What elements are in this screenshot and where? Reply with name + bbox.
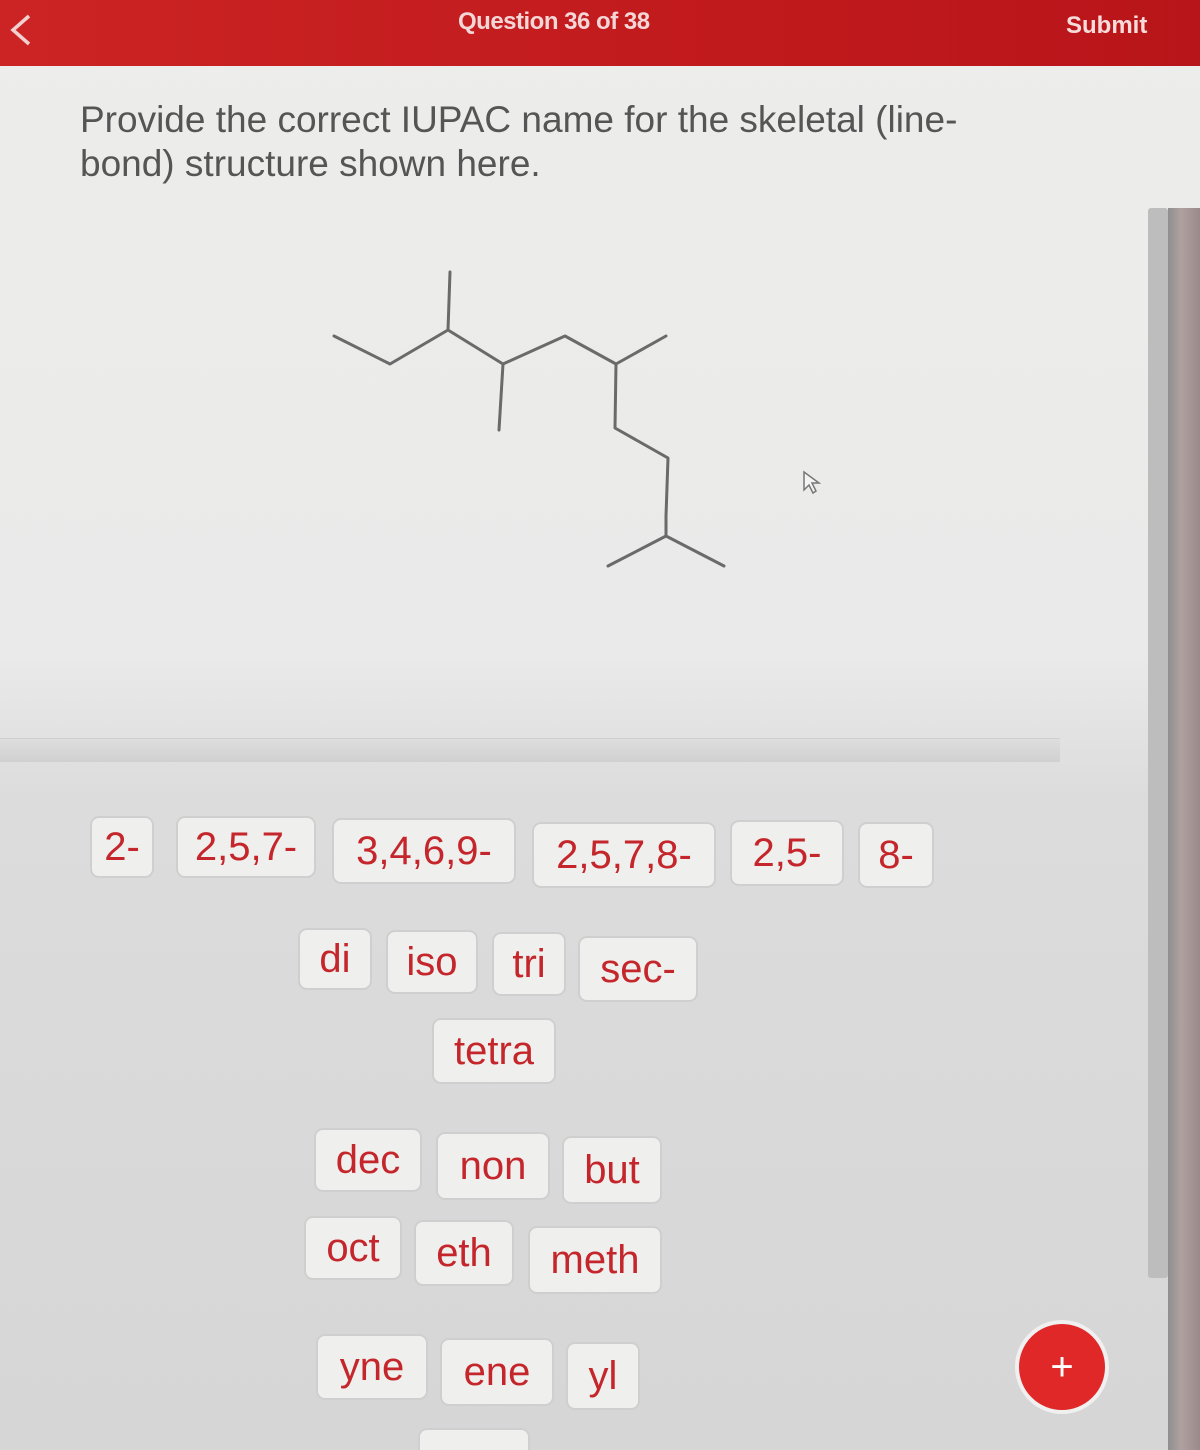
tile-locant[interactable]: 2,5,7- xyxy=(176,816,316,878)
back-button[interactable] xyxy=(0,8,40,52)
side-edge xyxy=(1168,208,1200,1450)
tile-locant[interactable]: 8- xyxy=(858,822,934,888)
question-text: Provide the correct IUPAC name for the skeletal (line-bond) structure shown here. xyxy=(80,99,958,184)
add-button[interactable] xyxy=(1015,1320,1109,1414)
tile-locant[interactable]: 2,5- xyxy=(730,820,844,886)
tile-stem[interactable]: dec xyxy=(314,1128,422,1192)
tile-suffix[interactable]: ene xyxy=(440,1338,554,1406)
tile-stem[interactable]: eth xyxy=(414,1220,514,1286)
tile-locant[interactable]: 2- xyxy=(90,816,154,878)
mouse-pointer-icon xyxy=(800,470,826,496)
plus-icon: + xyxy=(1050,1344,1074,1389)
tile-suffix[interactable]: yne xyxy=(316,1334,428,1400)
tile-multiplier[interactable]: tetra xyxy=(432,1018,556,1084)
tile-locant[interactable]: 3,4,6,9- xyxy=(332,818,516,884)
tile-partial[interactable] xyxy=(418,1428,530,1450)
top-bar xyxy=(0,0,1200,66)
tile-suffix[interactable]: yl xyxy=(566,1342,640,1410)
tile-stem[interactable]: non xyxy=(436,1132,550,1200)
skeletal-structure xyxy=(320,260,740,580)
tile-multiplier[interactable]: sec- xyxy=(578,936,698,1002)
scrollbar[interactable] xyxy=(1148,208,1168,1278)
section-divider xyxy=(0,738,1060,762)
tile-stem[interactable]: oct xyxy=(304,1216,402,1280)
tile-locant[interactable]: 2,5,7,8- xyxy=(532,822,716,888)
submit-button[interactable]: Submit xyxy=(1066,12,1148,39)
tile-stem[interactable]: but xyxy=(562,1136,662,1204)
question-counter: Question 36 of 38 xyxy=(458,8,650,35)
chevron-left-icon xyxy=(7,10,33,50)
tile-stem[interactable]: meth xyxy=(528,1226,662,1294)
tile-multiplier[interactable]: tri xyxy=(492,932,566,996)
tile-multiplier[interactable]: di xyxy=(298,928,372,990)
tile-multiplier[interactable]: iso xyxy=(386,930,478,994)
